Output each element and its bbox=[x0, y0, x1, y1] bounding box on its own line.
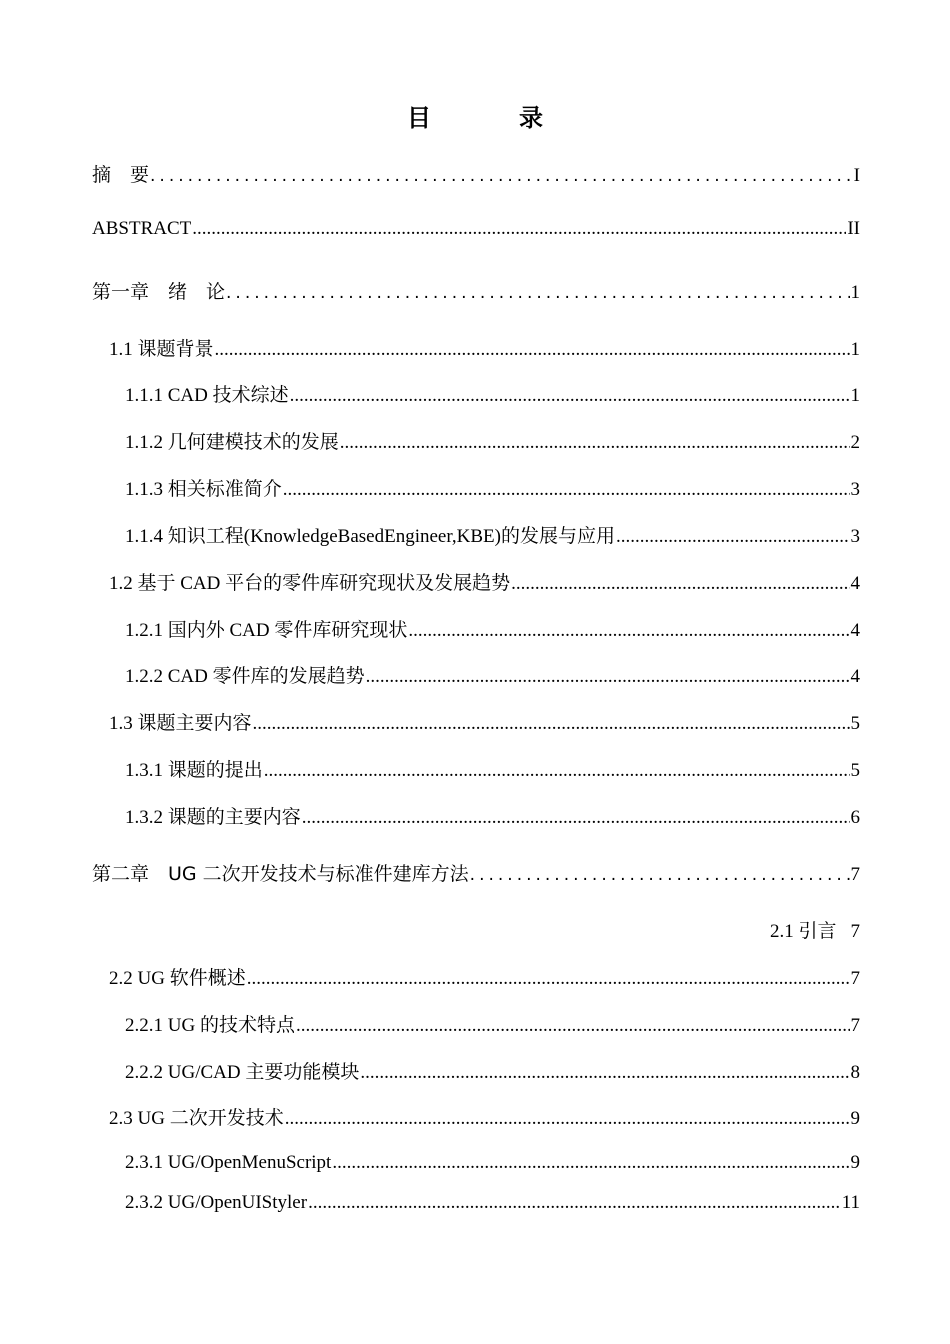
toc-entry-abstract-en[interactable] bbox=[92, 218, 860, 240]
toc-leader bbox=[470, 865, 850, 885]
toc-leader bbox=[247, 968, 850, 990]
toc-entry-2-3-2[interactable] bbox=[125, 1192, 860, 1214]
toc-entry-1-1-1[interactable] bbox=[125, 380, 860, 407]
toc-leader bbox=[192, 218, 846, 240]
toc-entry-chapter-2[interactable] bbox=[92, 859, 860, 886]
toc-leader bbox=[302, 807, 850, 829]
toc-page: 4 bbox=[850, 620, 860, 641]
toc-label: 2.1 引言 bbox=[769, 921, 837, 942]
toc-page: 1 bbox=[850, 282, 860, 303]
page-title: 目 录 bbox=[407, 104, 575, 132]
toc-page: 5 bbox=[850, 713, 860, 734]
toc-page: 1 bbox=[850, 385, 860, 406]
toc-page: 1 bbox=[850, 339, 860, 360]
toc-entry-1-3[interactable] bbox=[109, 708, 860, 735]
toc-page: 4 bbox=[850, 666, 860, 687]
toc-label: 2.2.2 UG/CAD 主要功能模块 bbox=[125, 1062, 360, 1083]
toc-leader bbox=[511, 573, 849, 595]
toc-label: 第一章 绪 论 bbox=[92, 281, 226, 303]
toc-leader bbox=[264, 760, 850, 782]
toc-leader bbox=[308, 1192, 841, 1214]
toc-page: 7 bbox=[850, 921, 860, 942]
toc-leader bbox=[296, 1015, 850, 1037]
toc-entry-1-2[interactable] bbox=[109, 568, 860, 595]
toc-leader bbox=[215, 339, 850, 361]
toc-label: 2.2.1 UG 的技术特点 bbox=[125, 1015, 295, 1036]
toc-page: 7 bbox=[850, 1015, 860, 1036]
toc-entry-2-2-1[interactable] bbox=[125, 1010, 860, 1037]
toc-label: 2.2 UG 软件概述 bbox=[109, 968, 246, 989]
toc-entry-chapter-1[interactable] bbox=[92, 277, 860, 304]
toc-label: 1.3 课题主要内容 bbox=[109, 713, 252, 734]
toc-label: 1.3.2 课题的主要内容 bbox=[125, 807, 301, 828]
toc-page: 8 bbox=[850, 1062, 860, 1083]
toc-label: 2.3.1 UG/OpenMenuScript bbox=[125, 1152, 332, 1173]
toc-page: II bbox=[847, 218, 860, 239]
toc-label: 2.3.2 UG/OpenUIStyler bbox=[125, 1192, 308, 1213]
toc-entry-abstract-cn[interactable] bbox=[92, 160, 860, 187]
toc-entry-1-2-2[interactable] bbox=[125, 661, 860, 688]
toc-page: 4 bbox=[850, 573, 860, 594]
toc-label: 1.2.2 CAD 零件库的发展趋势 bbox=[125, 666, 365, 687]
toc-label: 2.3 UG 二次开发技术 bbox=[109, 1108, 284, 1129]
toc-entry-1-3-1[interactable] bbox=[125, 755, 860, 782]
toc-page: 3 bbox=[850, 526, 860, 547]
toc-entry-2-2-2[interactable] bbox=[125, 1057, 860, 1084]
toc-leader bbox=[408, 620, 849, 642]
toc-leader bbox=[283, 479, 850, 501]
toc-entry-2-2[interactable] bbox=[109, 963, 860, 990]
toc-label: 1.1 课题背景 bbox=[109, 339, 214, 360]
toc-label: ABSTRACT bbox=[92, 218, 192, 239]
toc-entry-1-1-2[interactable] bbox=[125, 427, 860, 454]
toc-page: 7 bbox=[850, 864, 860, 885]
toc-label: 1.3.1 课题的提出 bbox=[125, 760, 263, 781]
toc-page: 7 bbox=[850, 968, 860, 989]
toc-leader bbox=[360, 1062, 849, 1084]
toc-entry-1-3-2[interactable] bbox=[125, 802, 860, 829]
toc-leader bbox=[290, 385, 850, 407]
toc-label: 第二章 UG 二次开发技术与标准件建库方法 bbox=[92, 863, 469, 885]
toc-leader bbox=[332, 1152, 849, 1174]
toc-page: 9 bbox=[850, 1108, 860, 1129]
toc-page: 5 bbox=[850, 760, 860, 781]
toc-entry-1-1[interactable] bbox=[109, 334, 860, 361]
toc-leader bbox=[340, 432, 850, 454]
toc-page: 9 bbox=[850, 1152, 860, 1173]
toc-entry-1-1-4[interactable] bbox=[125, 521, 860, 548]
toc-label: 摘 要 bbox=[92, 164, 150, 186]
toc-page: 6 bbox=[850, 807, 860, 828]
toc-label: 1.1.1 CAD 技术综述 bbox=[125, 385, 289, 406]
toc-leader bbox=[616, 526, 850, 548]
toc-leader bbox=[285, 1108, 850, 1130]
toc-leader bbox=[366, 666, 850, 688]
toc-label: 1.2.1 国内外 CAD 零件库研究现状 bbox=[125, 620, 408, 641]
toc-page: 11 bbox=[841, 1192, 860, 1213]
toc-entry-2-3-1[interactable] bbox=[125, 1152, 860, 1174]
toc-label: 1.1.3 相关标准简介 bbox=[125, 479, 282, 500]
toc-leader bbox=[226, 283, 849, 303]
toc-label: 1.1.2 几何建模技术的发展 bbox=[125, 432, 339, 453]
toc-entry-1-2-1[interactable] bbox=[125, 615, 860, 642]
toc-entry-1-1-3[interactable] bbox=[125, 474, 860, 501]
toc-entry-2-1[interactable] bbox=[770, 916, 860, 943]
toc-page: 3 bbox=[850, 479, 860, 500]
toc-leader bbox=[150, 166, 853, 186]
toc-label: 1.1.4 知识工程(KnowledgeBasedEngineer,KBE)的发展与应用 bbox=[125, 526, 615, 547]
toc-entry-2-3[interactable] bbox=[109, 1103, 860, 1130]
toc-page: 2 bbox=[850, 432, 860, 453]
toc-label: 1.2 基于 CAD 平台的零件库研究现状及发展趋势 bbox=[109, 573, 511, 594]
toc-page: I bbox=[853, 165, 860, 186]
toc-leader bbox=[253, 713, 850, 735]
